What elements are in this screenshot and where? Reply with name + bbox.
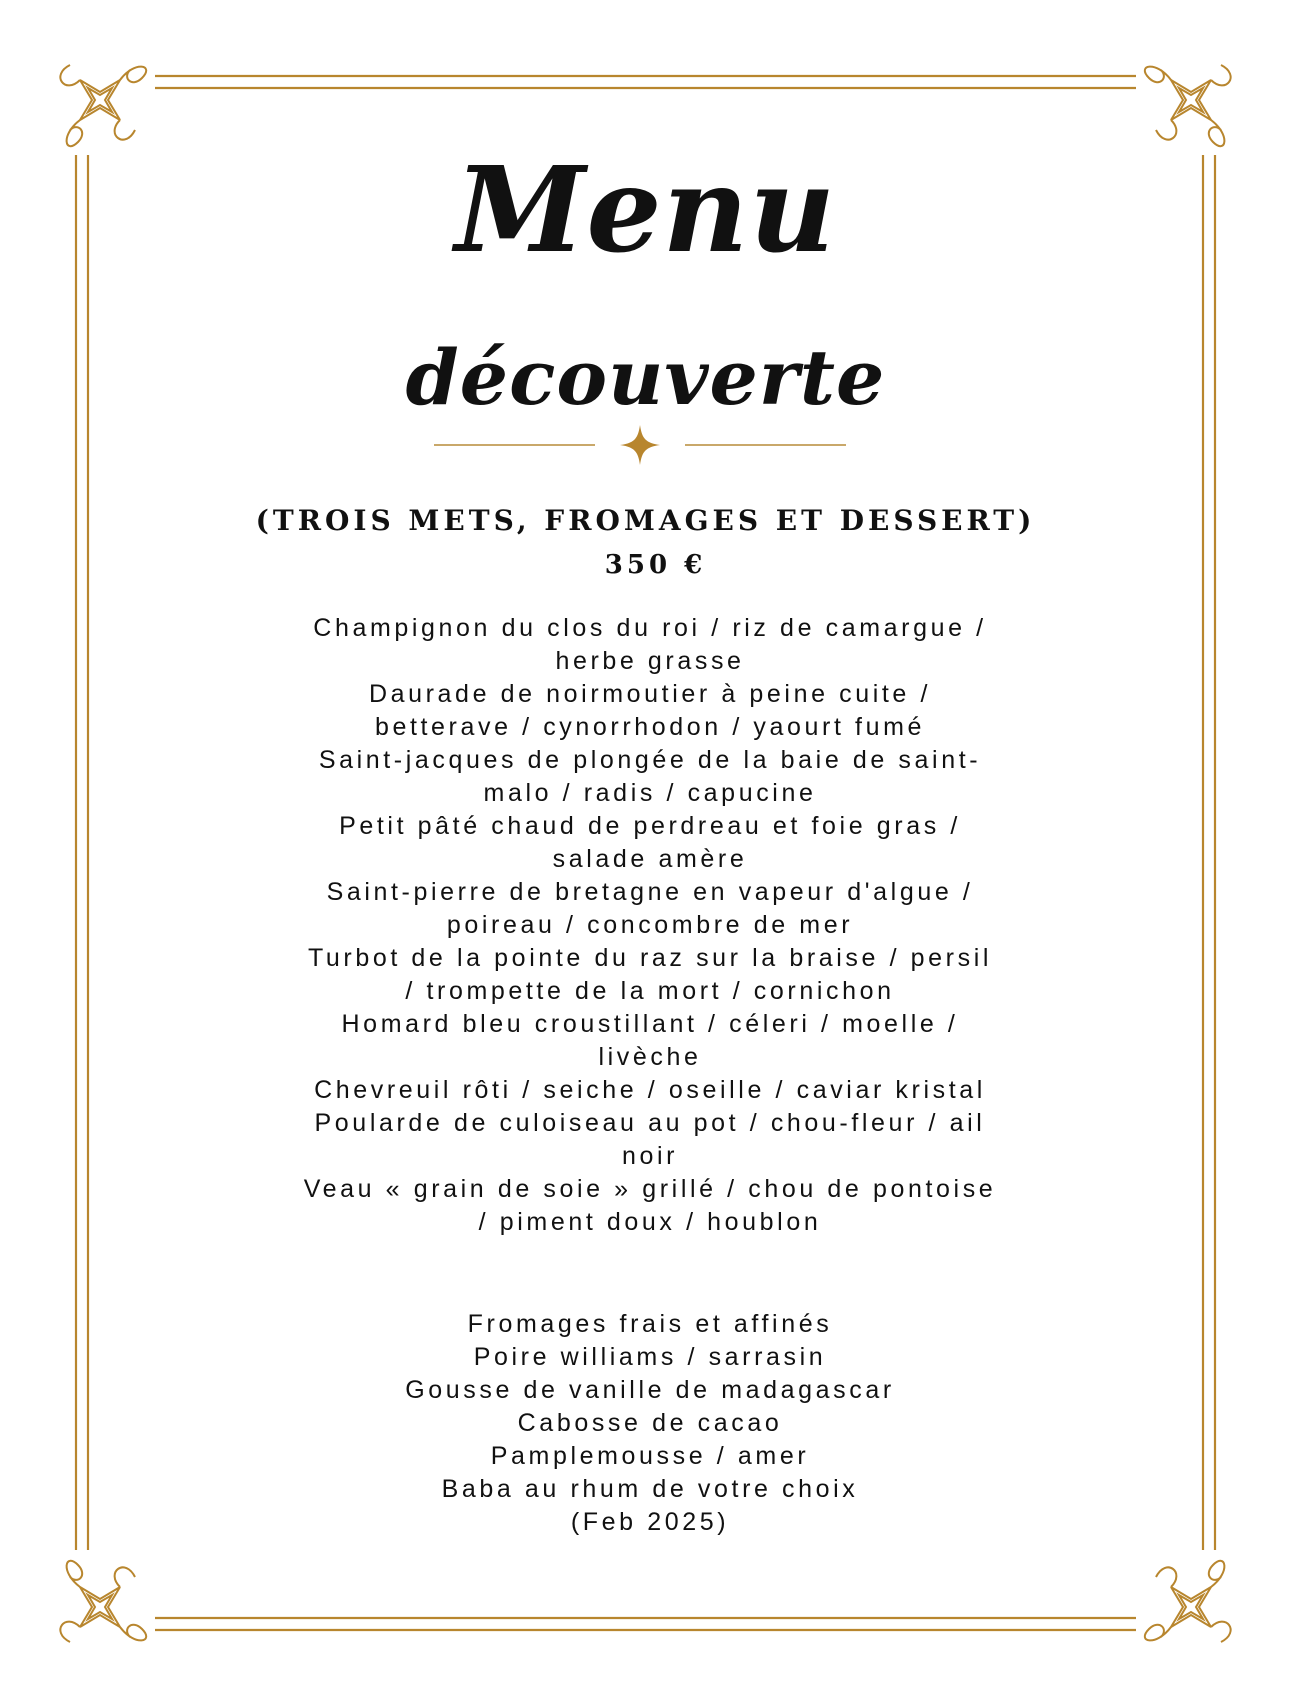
corner-ornament-top-left	[60, 65, 146, 146]
corner-ornament-top-right	[1145, 65, 1231, 146]
list-item: Pamplemousse / amer	[490, 1442, 810, 1470]
list-item: Veau « grain de soie » grillé / chou de pontoise / piment doux / houblon	[303, 1175, 997, 1236]
list-item: Cabosse de cacao	[517, 1409, 783, 1437]
courses-heading: (TROIS METS, FROMAGES ET DESSERT)	[255, 504, 1036, 537]
list-item: Petit pâté chaud de perdreau et foie gras / salade amère	[339, 812, 961, 873]
list-item: Turbot de la pointe du raz sur la braise / persil / trompette de la mort / cornichon	[307, 944, 993, 1005]
menu-date: (Feb 2025)	[570, 1508, 730, 1536]
dish-list	[300, 612, 1000, 1239]
menu-subtitle: découverte	[405, 333, 886, 422]
list-item: Fromages frais et affinés	[467, 1310, 833, 1338]
list-item: Poularde de culoiseau au pot / chou-fleur / ail noir	[314, 1109, 986, 1170]
list-item: Champignon du clos du roi / riz de camargue / herbe grasse	[313, 614, 987, 675]
list-item: Poire williams / sarrasin	[473, 1343, 827, 1371]
list-item: Chevreuil rôti / seiche / oseille / caviar kristal	[314, 1076, 986, 1104]
menu-price: 350 €	[604, 550, 707, 580]
four-point-star-icon	[620, 425, 660, 465]
list-item: Homard bleu croustillant / céleri / moelle / livèche	[341, 1010, 959, 1071]
list-item: Gousse de vanille de madagascar	[405, 1376, 895, 1404]
list-item: Saint-jacques de plongée de la baie de saint-malo / radis / capucine	[318, 746, 982, 807]
divider-ornament	[430, 425, 850, 465]
list-item: Baba au rhum de votre choix	[441, 1475, 859, 1503]
list-item: Saint-pierre de bretagne en vapeur d'algue / poireau / concombre de mer	[326, 878, 974, 939]
list-item: Daurade de noirmoutier à peine cuite / betterave / cynorrhodon / yaourt fumé	[368, 680, 932, 741]
dessert-list	[300, 1308, 1000, 1539]
corner-ornament-bottom-right	[1145, 1561, 1231, 1642]
corner-ornament-bottom-left	[60, 1561, 146, 1642]
menu-title: Menu	[454, 140, 837, 279]
